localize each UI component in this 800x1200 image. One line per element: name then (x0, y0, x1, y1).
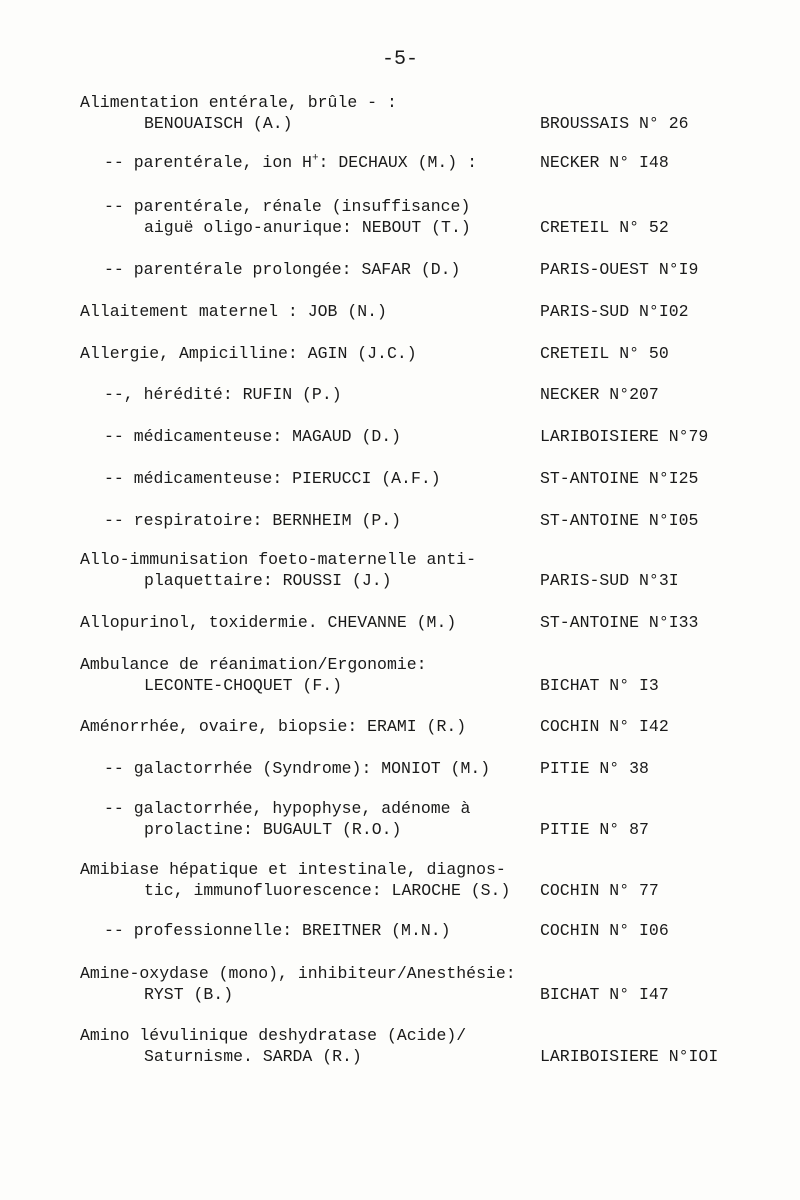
entry-term-line: Allopurinol, toxidermie. CHEVANNE (M.) (80, 613, 457, 632)
entry-reference: PITIE N° 87 (540, 820, 649, 839)
entry-term-line: Allaitement maternel : JOB (N.) (80, 302, 387, 321)
entry-reference: PITIE N° 38 (540, 759, 649, 778)
entry-reference: ST-ANTOINE N°I33 (540, 613, 699, 632)
entry-term-line: prolactine: BUGAULT (R.O.) (144, 820, 402, 839)
entry-term-line: Allo-immunisation foeto-maternelle anti- (80, 550, 477, 569)
entry-reference: COCHIN N° 77 (540, 881, 659, 900)
entry-term (80, 963, 516, 1005)
entry-term-line: aiguë oligo-anurique: NEBOUT (T.) (144, 218, 471, 237)
entry-term (104, 758, 490, 779)
entry-term-line: Amine-oxydase (mono), inhibiteur/Anesthésie: (80, 964, 516, 983)
entry-term-line: -- parentérale, rénale (insuffisance) (104, 197, 471, 216)
entry-term-line (104, 152, 477, 173)
entry-term-line: Aménorrhée, ovaire, biopsie: ERAMI (R.) (80, 717, 467, 736)
entry-term (104, 196, 471, 238)
entry-term (80, 716, 466, 737)
entry-term-line: -- respiratoire: BERNHEIM (P.) (104, 511, 402, 530)
page-number: -5- (381, 48, 418, 71)
entry-term (80, 301, 387, 322)
entry-reference: COCHIN N° I06 (540, 921, 669, 940)
entry-reference: PARIS-SUD N°I02 (540, 302, 689, 321)
entry-term-text: : DECHAUX (M.) : (318, 153, 477, 172)
entry-term (104, 510, 401, 531)
superscript: + (311, 152, 319, 165)
entry-term (80, 859, 510, 901)
entry-term-line: -- médicamenteuse: PIERUCCI (A.F.) (104, 469, 441, 488)
entry-term-line: plaquettaire: ROUSSI (J.) (144, 571, 392, 590)
entry-term-text: -- parentérale, ion H (104, 153, 312, 172)
entry-reference: NECKER N°207 (540, 385, 659, 404)
entry-reference: NECKER N° I48 (540, 153, 669, 172)
entry-term (80, 612, 456, 633)
entry-term (80, 1025, 466, 1067)
entry-reference: PARIS-OUEST N°I9 (540, 260, 699, 279)
entry-reference: CRETEIL N° 50 (540, 344, 669, 363)
entry-term-line: --, hérédité: RUFIN (P.) (104, 385, 342, 404)
entry-term-line: Amibiase hépatique et intestinale, diagnos- (80, 860, 506, 879)
entry-term (104, 426, 401, 447)
entry-term (80, 343, 417, 364)
entry-term-line: -- galactorrhée, hypophyse, adénome à (104, 799, 471, 818)
entry-term-line: -- galactorrhée (Syndrome): MONIOT (M.) (104, 759, 491, 778)
entry-reference: ST-ANTOINE N°I25 (540, 469, 699, 488)
entry-term-line: BENOUAISCH (A.) (144, 114, 293, 133)
entry-term-line: Saturnisme. SARDA (R.) (144, 1047, 362, 1066)
entry-term (80, 92, 397, 134)
entry-term-line: Allergie, Ampicilline: AGIN (J.C.) (80, 344, 417, 363)
entry-term-line: Amino lévulinique deshydratase (Acide)/ (80, 1026, 467, 1045)
entry-term (80, 654, 427, 696)
entry-term-line: Ambulance de réanimation/Ergonomie: (80, 655, 427, 674)
entry-reference: PARIS-SUD N°3I (540, 571, 679, 590)
entry-reference: BICHAT N° I3 (540, 676, 659, 695)
entry-reference: LARIBOISIERE N°79 (540, 427, 709, 446)
entry-reference: LARIBOISIERE N°IOI (540, 1047, 719, 1066)
entry-term-line: LECONTE-CHOQUET (F.) (144, 676, 343, 695)
entry-term-line: Alimentation entérale, brûle - : (80, 93, 397, 112)
entry-term-line: tic, immunofluorescence: LAROCHE (S.) (144, 881, 511, 900)
entry-reference: COCHIN N° I42 (540, 717, 669, 736)
entry-reference: BICHAT N° I47 (540, 985, 669, 1004)
entry-term-line: -- professionnelle: BREITNER (M.N.) (104, 921, 451, 940)
entry-reference: ST-ANTOINE N°I05 (540, 511, 699, 530)
entry-reference: CRETEIL N° 52 (540, 218, 669, 237)
entry-term (104, 920, 451, 941)
entry-term (104, 468, 441, 489)
entry-term (104, 384, 342, 405)
entry-term-line: -- parentérale prolongée: SAFAR (D.) (104, 260, 461, 279)
entry-reference: BROUSSAIS N° 26 (540, 114, 689, 133)
entry-term-line: -- médicamenteuse: MAGAUD (D.) (104, 427, 402, 446)
entry-term (104, 259, 460, 280)
entry-term (80, 549, 476, 591)
entry-term-line: RYST (B.) (144, 985, 234, 1004)
entry-term (104, 152, 477, 173)
entry-term (104, 798, 470, 840)
